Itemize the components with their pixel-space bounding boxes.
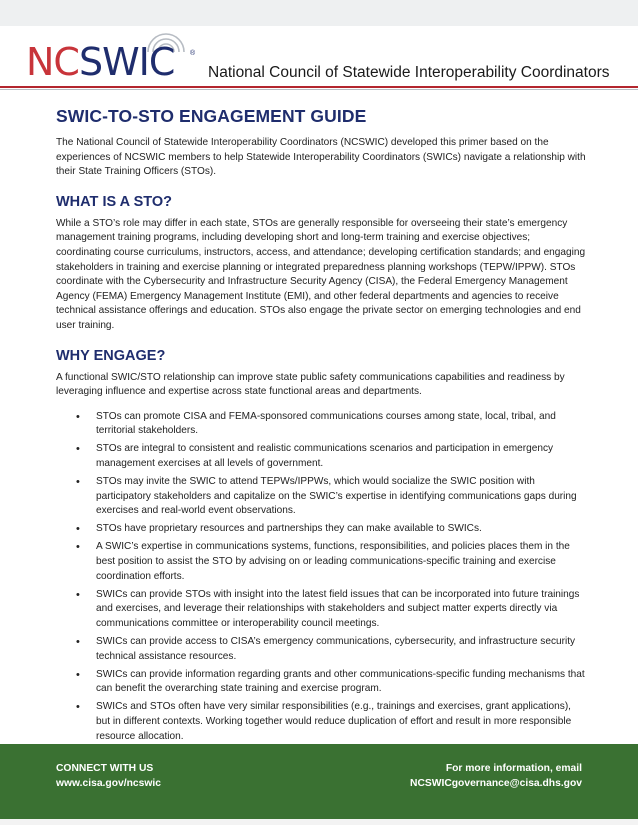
footer-banner [0,744,638,825]
list-item: • STOs are integral to consistent and realistic communications scenarios and participation in emergency management exercises at all levels of government. [56,442,586,471]
ncswic-logo [26,32,198,88]
section-heading-what-is-sto: WHAT IS A STO? [56,193,172,210]
list-item-text: SWICs and STOs often have very similar responsibilities (e.g., trainings and exercises, grant applications), but in different contexts. Working together would reduce duplication of effort and result in more responsible resource allocation. [96,701,572,742]
organization-name: National Council of Statewide Interoperability Coordinators [208,64,610,81]
document-body [56,104,586,781]
list-item: • SWICs can provide access to CISA’s emergency communications, cybersecurity, and infrastructure security technical assistance resources. [56,635,586,664]
info-label: For more information, email [445,763,582,774]
footer-bottom-strip [0,819,638,825]
footer-contact [410,762,582,791]
list-item: • SWICs can provide STOs with insight into the latest field issues that can be incorporated into future trainings and exercises, and leverage their relationships with stakeholders and subject matter experts directly via communications committee or interoperability council meetings. [56,588,586,632]
list-item: • STOs have proprietary resources and partnerships they can make available to SWICs. [56,522,586,537]
section-body-what-is-sto: While a STO’s role may differ in each state, STOs are generally responsible for overseeing their state’s emergency management training programs, including developing short and long-term training and exercise objectives; coordinating course curriculums, instructors, access, and attendance; developing certification standards; and engaging stakeholders in training and exercise planning or integrated preparedness planning workshops (TEPW/IPPW). STOs coordinate with the Cybersecurity and Infrastructure Security Agency (CISA), the Federal Emergency Management Agency (FEMA) Emergency Management Institute (EMI), and other federal departments and agencies to receive technical assistance offerings and education. STOs also engage the private sector on emerging technologies and end user training. [56,217,586,331]
intro-paragraph: The National Council of Statewide Interoperability Coordinators (NCSWIC) developed this primer based on the experiences of NCSWIC members to help Statewide Interoperability Coordinators (SWICs) navigate a relationship with their State Training Officers (STOs). [56,137,586,178]
website-link[interactable]: www.cisa.gov/ncswic [56,777,161,789]
footer-connect [56,762,161,791]
list-item: • STOs may invite the SWIC to attend TEPWs/IPPWs, which would socialize the SWIC position with participatory stakeholders and capitalize on the SWIC’s expertise in identifying communications gaps during exercises and real-world event observations. [56,475,586,519]
email-link[interactable]: NCSWICgovernance@cisa.dhs.gov [410,777,582,789]
why-engage-list [56,410,586,778]
list-item: • STOs can promote CISA and FEMA-sponsored communications courses among state, local, tribal, and territorial stakeholders. [56,410,586,439]
section-body-why-engage: A functional SWIC/STO relationship can improve state public safety communications capabilities and readiness by leveraging influence and expertise across state functional areas and departments. [56,371,565,398]
document-title: SWIC-TO-STO ENGAGEMENT GUIDE [56,106,367,126]
top-strip [0,0,638,26]
logo-swic: SWIC [78,40,175,84]
list-item: • SWICs can provide information regarding grants and other communications-specific funding mechanisms that can benefit the overarching state training and exercise program. [56,668,586,697]
logo-wordmark [26,42,174,82]
header-rule-red [0,86,638,88]
logo-nc: NC [26,40,79,84]
list-item: • A SWIC’s expertise in communications systems, functions, responsibilities, and policies places them in the best position to assist the STO by advising on or leading communications-specific training and exercise coordination efforts. [56,540,586,584]
section-heading-why-engage: WHY ENGAGE? [56,347,166,364]
header-rule-gray [0,89,638,90]
connect-label: CONNECT WITH US [56,763,154,774]
registered-mark: ® [190,50,196,57]
